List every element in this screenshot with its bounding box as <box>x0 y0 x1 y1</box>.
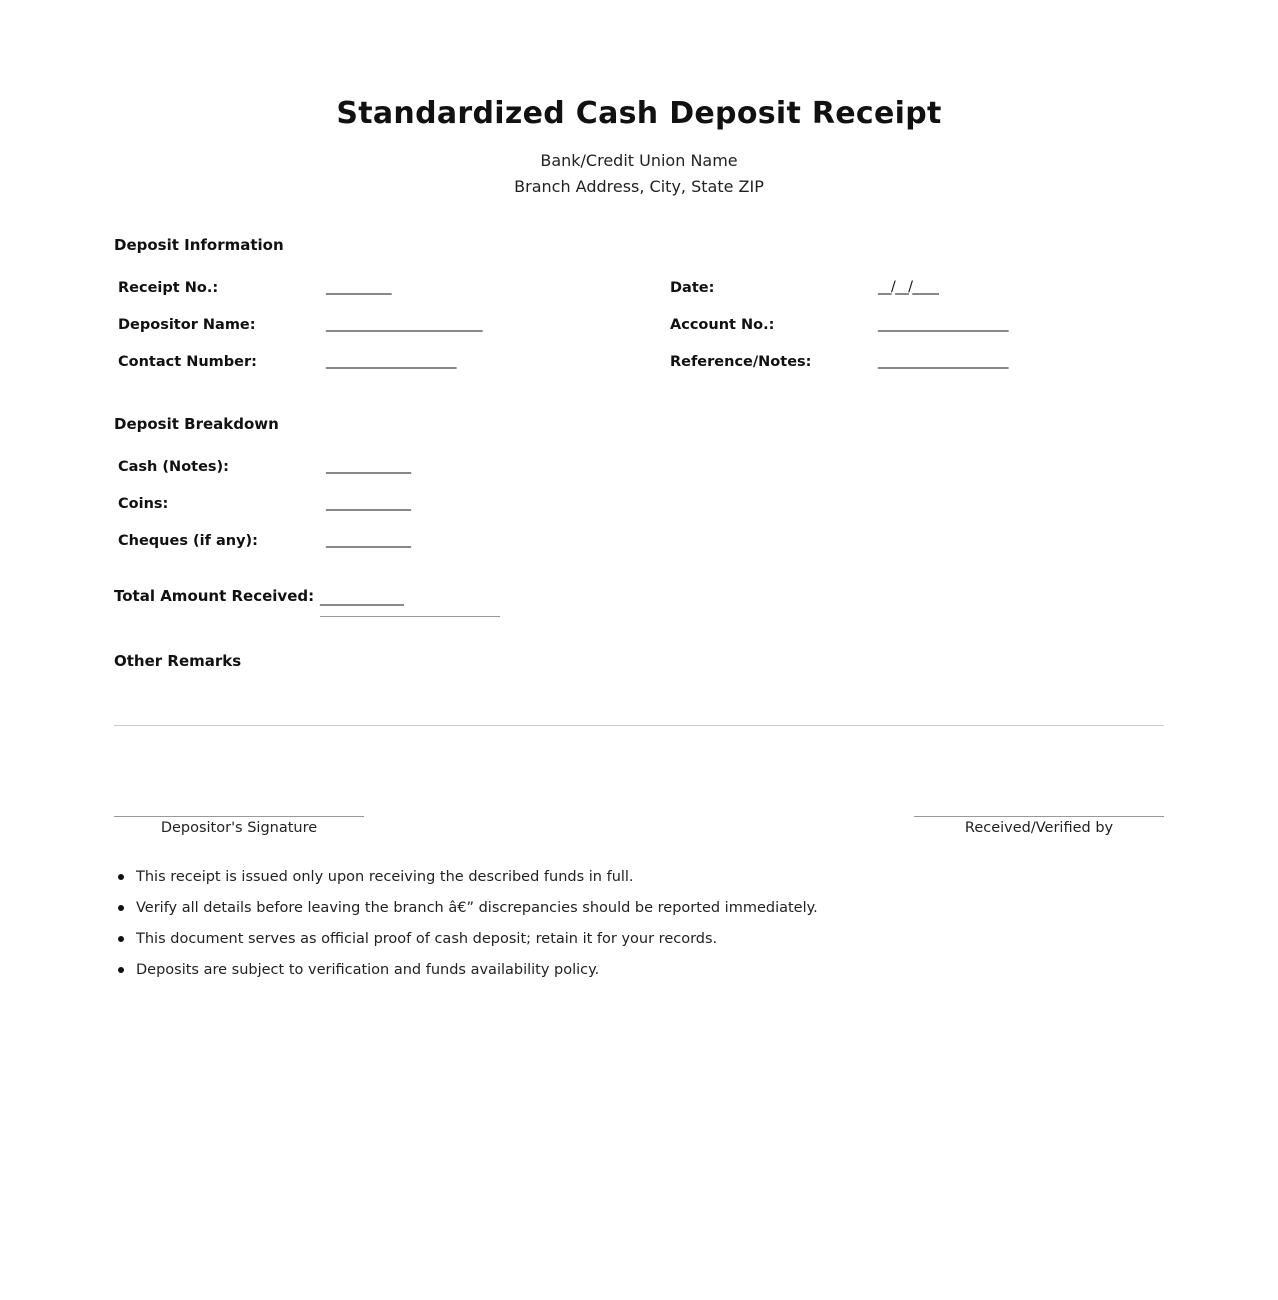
cheques-field[interactable]: _____________ <box>326 532 411 548</box>
reference-notes-label: Reference/Notes: <box>670 354 812 370</box>
list-item <box>114 898 1164 929</box>
contact-number-field[interactable]: ____________________ <box>326 353 456 369</box>
date-label: Date: <box>670 280 715 296</box>
bullet-icon <box>118 967 124 973</box>
coins-label: Coins: <box>118 496 169 512</box>
bank-name: Bank/Credit Union Name <box>540 151 738 170</box>
note-text: Verify all details before leaving the branch â€” discrepancies should be reported immediately. <box>136 900 818 916</box>
note-text: This document serves as official proof of cash deposit; retain it for your records. <box>136 931 718 947</box>
depositor-name-label: Depositor Name: <box>118 317 256 333</box>
bullet-icon <box>118 874 124 880</box>
verifier-signature-line[interactable] <box>914 816 1164 817</box>
bullet-icon <box>118 905 124 911</box>
receipt-number-field[interactable]: __________ <box>326 279 391 295</box>
contact-number-label: Contact Number: <box>118 354 257 370</box>
account-number-label: Account No.: <box>670 317 775 333</box>
depositor-signature-label: Depositor's Signature <box>160 820 318 836</box>
date-field[interactable]: __/__/____ <box>878 279 939 295</box>
notes-list <box>114 867 1164 991</box>
remarks-line[interactable] <box>114 725 1164 726</box>
depositor-signature-line[interactable] <box>114 816 364 817</box>
depositor-name-field[interactable]: ________________________ <box>326 316 482 332</box>
deposit-information-heading: Deposit Information <box>114 236 284 254</box>
receipt-number-label: Receipt No.: <box>118 280 219 296</box>
cheques-label: Cheques (if any): <box>118 533 258 549</box>
page-title: Standardized Cash Deposit Receipt <box>336 96 942 131</box>
verifier-signature-label: Received/Verified by <box>964 820 1114 836</box>
note-text: Deposits are subject to verification and funds availability policy. <box>136 962 600 978</box>
account-number-field[interactable]: ____________________ <box>878 316 1008 332</box>
reference-notes-field[interactable]: ____________________ <box>878 353 1008 369</box>
deposit-breakdown-heading: Deposit Breakdown <box>114 415 279 433</box>
cash-notes-label: Cash (Notes): <box>118 459 229 475</box>
list-item <box>114 867 1164 898</box>
list-item <box>114 929 1164 960</box>
total-amount-field[interactable] <box>320 586 500 617</box>
total-amount-value: ____________ <box>320 590 404 606</box>
note-text: This receipt is issued only upon receiving the described funds in full. <box>136 869 634 885</box>
branch-address: Branch Address, City, State ZIP <box>514 177 764 196</box>
coins-field[interactable]: _____________ <box>326 495 411 511</box>
total-amount-label: Total Amount Received: <box>114 587 315 605</box>
bullet-icon <box>118 936 124 942</box>
list-item <box>114 960 1164 991</box>
other-remarks-heading: Other Remarks <box>114 652 242 670</box>
cash-notes-field[interactable]: _____________ <box>326 458 411 474</box>
